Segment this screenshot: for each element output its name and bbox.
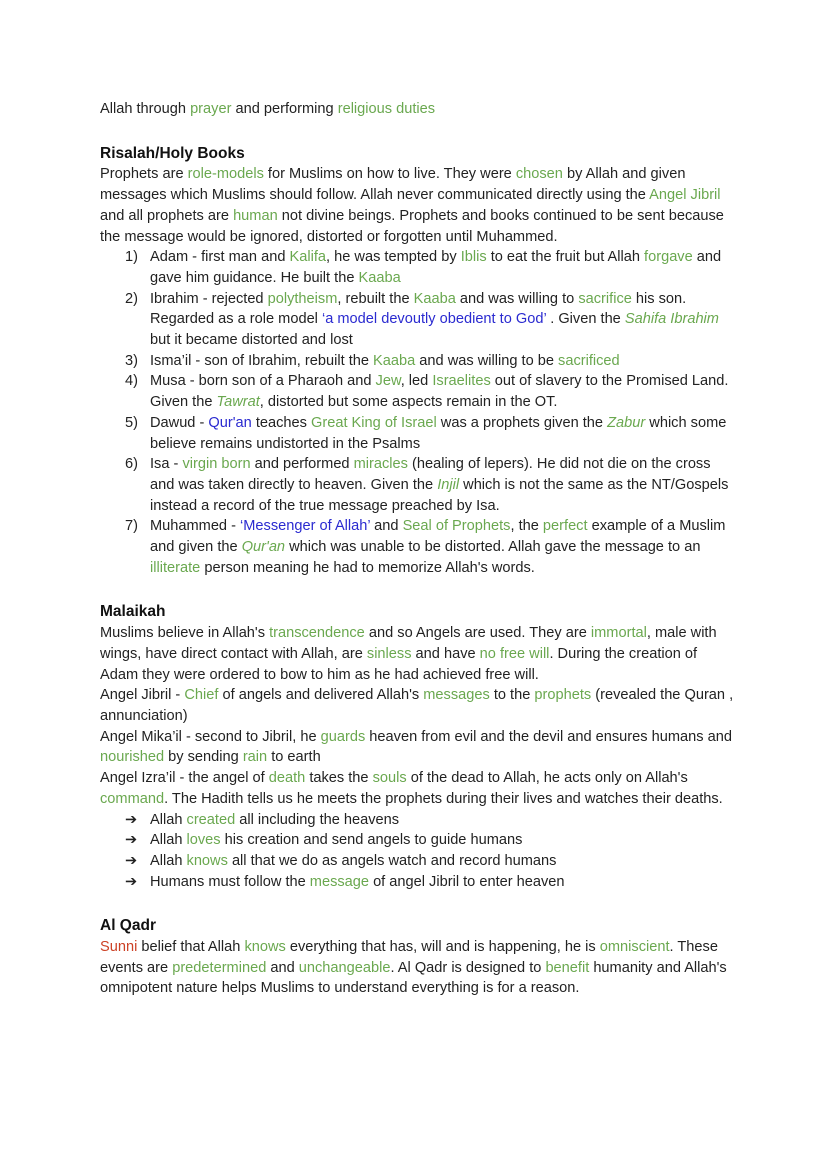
highlighted-term: Kaaba — [358, 269, 401, 286]
text-run: Isa - — [150, 456, 183, 473]
text-run: Dawud - — [150, 414, 209, 431]
highlighted-term: Kaaba — [373, 352, 416, 369]
numbered-list — [100, 247, 736, 578]
highlighted-term: perfect — [542, 518, 588, 535]
highlighted-term: omniscient — [599, 939, 670, 956]
paragraph — [100, 727, 736, 768]
text-run: which was unable to be distorted. Allah gave the message to an — [285, 539, 701, 556]
highlighted-term: miracles — [353, 456, 408, 473]
highlighted-term: Sahifa Ibrahim — [624, 311, 719, 328]
list-item — [100, 810, 736, 831]
highlighted-term: Sunni — [100, 939, 138, 956]
highlighted-term: religious duties — [337, 101, 436, 117]
list-item — [100, 830, 736, 851]
highlighted-term: message — [309, 873, 370, 890]
text-run: and gave him guidance. He built the — [150, 249, 722, 286]
text-run: Angel Mika’il - second to Jibril, he — [100, 728, 321, 745]
arrow-bullet-icon: ➔ — [125, 852, 138, 869]
text-run: (healing of lepers). He did not die on the cross and was taken directly to heaven. Given the — [150, 456, 711, 493]
highlighted-term: nourished — [100, 749, 165, 766]
highlighted-term: Israelites — [432, 373, 491, 390]
list-item — [100, 289, 736, 351]
text-run: , distorted but some aspects remain in the OT. — [259, 394, 558, 411]
highlighted-term: loves — [186, 832, 221, 849]
list-item — [100, 872, 736, 893]
list-item — [100, 247, 736, 288]
list-number: 7) — [125, 518, 138, 535]
text-run: . These events are — [100, 939, 718, 976]
section-heading: Al Qadr — [100, 917, 156, 935]
text-run: all that we do as angels watch and record humans — [227, 852, 557, 869]
highlighted-term: forgave — [644, 249, 693, 266]
text-run: and performed — [250, 456, 354, 473]
text-run: , led — [400, 373, 433, 390]
highlighted-term: created — [186, 811, 236, 828]
highlighted-term: ‘a model devoutly obedient to God’ — [321, 311, 547, 328]
text-run: and all prophets are — [100, 207, 234, 224]
text-run: Humans must follow the — [150, 873, 310, 890]
text-run: Prophets are — [100, 166, 188, 183]
arrow-bullet-icon: ➔ — [125, 873, 138, 890]
list-item — [100, 351, 736, 372]
paragraph — [100, 99, 736, 120]
text-run: out of slavery to the Promised Land. Given the — [150, 373, 729, 411]
text-run: his son. Regarded as a role model — [150, 290, 687, 328]
list-item — [100, 371, 736, 412]
arrow-bullet-icon: ➔ — [125, 832, 138, 849]
list-item — [100, 454, 736, 516]
text-run: , the — [510, 518, 543, 535]
text-run: , male with wings, have direct contact with Allah, are — [100, 625, 717, 662]
text-run: . Al Qadr is designed to — [390, 959, 546, 976]
text-run: Angel Jibril - — [100, 687, 185, 704]
list-item — [100, 851, 736, 872]
text-run: which some believe remains undistorted in the Psalms — [150, 414, 727, 452]
text-run: person meaning he had to memorize Allah's words. — [200, 559, 535, 576]
text-run: Isma’il - son of Ibrahim, rebuilt the — [150, 352, 374, 369]
paragraph — [100, 937, 736, 999]
text-run: was a prophets given the — [436, 414, 608, 431]
text-run: everything that has, will and is happening, he is — [285, 939, 600, 956]
highlighted-term: immortal — [590, 625, 647, 642]
highlighted-term: command — [100, 790, 165, 807]
text-run: . During the creation of Adam they were ordered to bow to him as he had achieved free will. — [100, 645, 698, 683]
text-run: and so Angels are used. They are — [364, 625, 591, 642]
text-run: Muslims believe in Allah's — [100, 625, 270, 642]
text-run: of angels and delivered Allah's — [218, 687, 424, 704]
text-run: Muhammed - — [150, 518, 241, 535]
highlighted-term: Chief — [184, 687, 219, 704]
paragraph — [100, 685, 736, 726]
text-run: of the dead to Allah, he acts only on Allah's — [406, 770, 688, 787]
text-run: example of a Muslim and given the — [150, 518, 726, 556]
highlighted-term: Qur'an — [208, 414, 252, 431]
highlighted-term: Tawrat — [216, 394, 260, 411]
highlighted-term: Jew — [375, 373, 401, 390]
text-run: Allah through — [100, 101, 191, 117]
text-run: his creation and send angels to guide humans — [220, 832, 523, 849]
text-run: Musa - born son of a Pharaoh and — [150, 373, 376, 390]
highlighted-term: illiterate — [150, 559, 201, 576]
list-number: 4) — [125, 373, 138, 390]
section-heading: Malaikah — [100, 603, 166, 621]
highlighted-term: Seal of Prophets — [402, 518, 511, 535]
paragraph — [100, 623, 736, 685]
section-heading: Risalah/Holy Books — [100, 144, 245, 162]
text-run: teaches — [251, 414, 311, 431]
highlighted-term: sinless — [366, 645, 412, 662]
list-number: 2) — [125, 290, 138, 307]
text-run: belief that Allah — [137, 939, 245, 956]
text-run: and have — [411, 645, 480, 662]
text-run: all including the heavens — [235, 811, 400, 828]
highlighted-term: benefit — [545, 959, 590, 976]
highlighted-term: Iblis — [460, 249, 487, 266]
text-run: of angel Jibril to enter heaven — [369, 873, 565, 890]
text-run: which is not the same as the NT/Gospels instead a record of the true message preached by Isa. — [150, 476, 729, 514]
highlighted-term: prayer — [190, 101, 232, 117]
highlighted-term: chosen — [515, 166, 563, 183]
highlighted-term: rain — [242, 749, 268, 766]
text-run: (revealed the Quran , annunciation) — [100, 687, 734, 724]
highlighted-term: unchangeable — [298, 959, 391, 976]
highlighted-term: sacrificed — [558, 352, 620, 369]
highlighted-term: messages — [423, 687, 490, 704]
highlighted-term: Angel Jibril — [649, 187, 721, 204]
highlighted-term: Qur'an — [241, 539, 286, 556]
highlighted-term: sacrifice — [578, 290, 632, 307]
highlighted-term: ‘Messenger of Allah’ — [240, 518, 371, 535]
list-item — [100, 516, 736, 578]
text-run: Allah — [150, 811, 187, 828]
paragraph — [100, 768, 736, 809]
highlighted-term: knows — [244, 939, 286, 956]
highlighted-term: souls — [372, 770, 407, 787]
list-number: 6) — [125, 456, 138, 473]
text-run: humanity and Allah's omnipotent nature helps Muslims to understand everything is for a reason. — [100, 959, 727, 997]
text-run: to the — [489, 687, 535, 704]
highlighted-term: polytheism — [267, 290, 338, 307]
list-number: 3) — [125, 352, 138, 369]
text-run: and was willing to be — [415, 352, 559, 369]
text-run: by Allah and given messages which Muslims should follow. Allah never communicated directly using the — [100, 166, 686, 204]
highlighted-term: knows — [186, 852, 228, 869]
highlighted-term: predetermined — [172, 959, 267, 976]
text-run: to earth — [267, 749, 321, 766]
text-run: , rebuilt the — [337, 290, 414, 307]
text-run: Angel Izra’il - the angel of — [100, 770, 269, 787]
highlighted-term: human — [233, 207, 278, 224]
text-run: by sending — [164, 749, 243, 766]
highlighted-term: guards — [320, 728, 366, 745]
text-run: but it became distorted and lost — [150, 332, 353, 349]
list-item — [100, 413, 736, 454]
highlighted-term: no free will — [479, 645, 550, 662]
list-number: 5) — [125, 414, 138, 431]
text-run: heaven from evil and the devil and ensures humans and — [365, 728, 732, 745]
text-run: Adam - first man and — [150, 249, 290, 266]
text-run: not divine beings. Prophets and books continued to be sent because the message would be ignored, distorted or forgotten until Muhammed. — [100, 207, 724, 245]
highlighted-term: transcendence — [269, 625, 365, 642]
highlighted-term: virgin born — [182, 456, 251, 473]
highlighted-term: Injil — [437, 476, 460, 493]
text-run: and performing — [231, 101, 338, 117]
highlighted-term: role-models — [187, 166, 264, 183]
highlighted-term: Kalifa — [289, 249, 327, 266]
text-run: . The Hadith tells us he meets the prophets during their lives and watches their deaths. — [164, 790, 723, 807]
arrow-bullet-list — [100, 810, 736, 893]
text-run: for Muslims on how to live. They were — [263, 166, 516, 183]
text-run: takes the — [305, 770, 373, 787]
text-run: . Given the — [546, 311, 625, 328]
paragraph — [100, 164, 736, 247]
document-page — [100, 99, 736, 999]
text-run: Allah — [150, 832, 187, 849]
highlighted-term: death — [268, 770, 306, 787]
text-run: Ibrahim - rejected — [150, 290, 268, 307]
arrow-bullet-icon: ➔ — [125, 811, 138, 828]
text-run: and — [266, 959, 299, 976]
highlighted-term: prophets — [534, 687, 592, 704]
text-run: , he was tempted by — [326, 249, 461, 266]
text-run: and was willing to — [455, 290, 579, 307]
text-run: to eat the fruit but Allah — [486, 249, 645, 266]
highlighted-term: Zabur — [607, 414, 646, 431]
text-run: and — [370, 518, 403, 535]
highlighted-term: Great King of Israel — [311, 414, 437, 431]
text-run: Allah — [150, 852, 187, 869]
list-number: 1) — [125, 249, 138, 266]
highlighted-term: Kaaba — [413, 290, 456, 307]
